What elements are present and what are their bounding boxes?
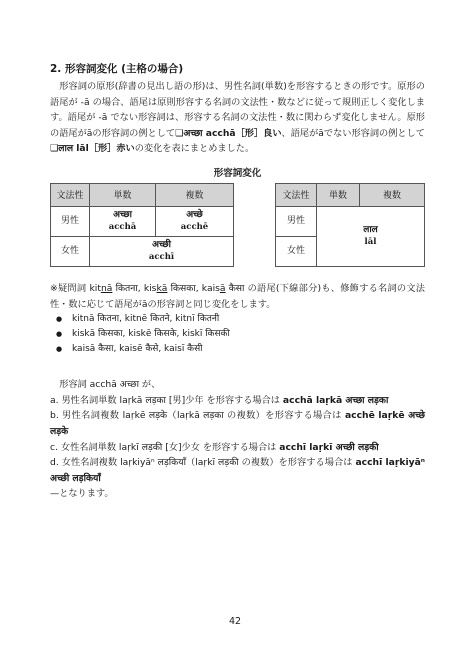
achha-table (50, 183, 234, 267)
cell-masc-singular (90, 206, 156, 236)
intro-end: の変化を表にまとめました。 (134, 143, 255, 155)
example-text: c. 女性名詞単数 laṛkī लड़की [女]少女 を形容する場合は (50, 441, 280, 453)
form-devanagari: लाल (363, 225, 378, 236)
header-gender: 文法性 (276, 183, 317, 206)
gender-masculine: 男性 (51, 206, 90, 236)
list-item: ● kiskā किसका, kiskē किसके, kiskī किसकी (72, 327, 425, 342)
intro-paragraph (50, 79, 425, 157)
note-text: ※疑問詞 kit (50, 282, 101, 294)
table-title: 形容詞変化 (213, 167, 262, 179)
cell-feminine (90, 236, 234, 266)
example-text: d. 女性名詞複数 laṛkiyāⁿ लड़कियाँ（laṛkī लड़की の複数）を形容する場合は (50, 457, 356, 469)
gender-feminine: 女性 (276, 236, 317, 266)
form-latin: acchā (108, 222, 137, 233)
example-a (50, 393, 425, 409)
header-gender: 文法性 (51, 183, 90, 206)
intro-text: 形容詞の原形(辞書の見出し語の形)は、男性名詞(単数)を形容するときの形です。原形の語尾が -ā の場合、語尾は原則形容する名詞の文法性・数などに従って規則正しく変化します。語尾が -ā でない形容詞は、形容する名詞の文法性・数に関わらず変化しません。原形の語尾がāの形容詞の例として (50, 81, 425, 139)
header-plural: 複数 (156, 183, 234, 206)
page-body (50, 62, 425, 502)
examples-intro: 形容詞 acchā अच्छा が、 (59, 379, 161, 391)
list-item: ● kitnā कितना, kitnē कितने, kitnī कितनी (72, 312, 425, 327)
example-result: acchē laṛkē अच्छे लड़के (50, 410, 425, 437)
form-latin: acchē (180, 222, 209, 233)
example-lal: ❑लाल lāl［形］赤い (50, 143, 135, 155)
example-text: a. 男性名詞単数 laṛkā लड़का [男]少年 を形容する場合は (50, 394, 283, 406)
note-text: कितना, kis (112, 282, 157, 294)
example-result: acchī laṛkiyāⁿ अच्छी लड़कियाँ (50, 457, 425, 484)
intro-mid: 、語尾がāでない形容詞の例として (281, 127, 425, 139)
underlined-ending: nā (100, 282, 113, 294)
example-result: acchā laṛkā अच्छा लड़का (282, 394, 389, 406)
header-singular: 単数 (90, 183, 156, 206)
form-latin: lāl (364, 237, 377, 248)
page-number: 42 (228, 616, 242, 627)
example-b (50, 408, 425, 439)
examples-block (50, 377, 425, 502)
header-plural: 複数 (360, 183, 425, 206)
note-paragraph (50, 281, 425, 312)
form-devanagari: अच्छे (186, 210, 203, 221)
note-text: の語尾(下線部分)も、修飾する名詞の文法性・数に応じて語尾がāの形容詞と同じ変化をします。 (50, 282, 425, 310)
underlined-ending: kā (156, 282, 168, 294)
example-text: b. 男性名詞複数 laṛkē लड़के（laṛkā लड़का の複数）を形容する場合は (50, 410, 345, 422)
section-heading: 2. 形容詞変化 (主格の場合) (50, 63, 184, 75)
form-devanagari: अच्छी (152, 240, 171, 251)
examples-end: —となります。 (50, 488, 114, 500)
form-devanagari: अच्छा (113, 210, 132, 221)
header-singular: 単数 (317, 183, 360, 206)
example-d (50, 455, 425, 486)
note-text: कैसा (225, 282, 245, 294)
gender-masculine: 男性 (276, 206, 317, 236)
example-achha: ❑अच्छा acchā［形］良い (175, 127, 282, 139)
lal-table (275, 183, 425, 267)
list-item: ● kaisā कैसा, kaisē कैसे, kaisī कैसी (72, 342, 425, 357)
underlined-ending: ā (219, 282, 226, 294)
note-text: किसका, kais (167, 282, 220, 294)
example-c (50, 440, 425, 456)
bullet-list (50, 312, 425, 357)
example-result: acchī laṛkī अच्छी लड़की (279, 441, 379, 453)
tables-row (50, 183, 425, 267)
gender-feminine: 女性 (51, 236, 90, 266)
cell-invariant (317, 206, 425, 266)
cell-masc-plural (156, 206, 234, 236)
form-latin: acchī (148, 252, 175, 263)
